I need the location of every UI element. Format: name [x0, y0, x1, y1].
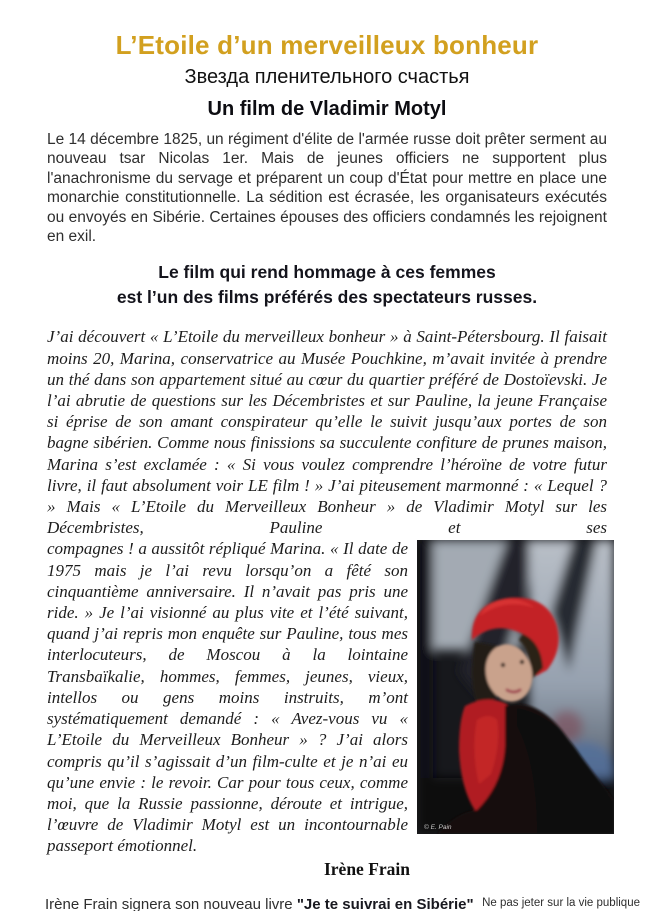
book-title: "Je te suivrai en Sibérie"	[296, 895, 474, 911]
film-title-russian: Звезда пленительного счастья	[184, 66, 470, 88]
irene-frain-photo	[417, 540, 614, 834]
author-signature: Irène Frain	[323, 858, 410, 879]
essay-part2-block	[47, 538, 607, 879]
tagline	[47, 260, 607, 310]
tagline-line1: Le film qui rend hommage à ces femmes	[158, 262, 496, 283]
photo-illustration	[417, 540, 614, 834]
essay	[47, 326, 607, 879]
photo-credit: © E. Pain	[424, 824, 452, 832]
tagline-line2: est l’un des films préférés des spectateurs russes.	[116, 287, 538, 308]
film-byline: Un film de Vladimir Motyl	[207, 98, 447, 120]
announcement-text: Irène Frain signera son nouveau livre	[45, 895, 297, 911]
essay-part2: compagnes ! a aussitôt répliqué Marina. « Il date de 1975 mais je l’ai revu lorsqu’on a fêté son cinquantième anniversaire. Il n’avait pas pris une ride. » Je l’ai visionné au plus vite et l’été suivant, quand j’ai repris mon enquête sur Pauline, tous mes interlocuteurs, de Moscou à la lointaine Transbaïkalie, hommes, femmes, jeunes, vieux, intellos ou gens moins instruits, m’ont systématiquement demandé : « Avez-vous vu « L’Etoile du Merveilleux Bonheur » ? J’ai alors compris qu’il s’agissait d’un film-culte et je n’ai eu qu’une envie : le revoir. Car pour tous ceux, comme moi, que la Russie passionne, déroute et intrigue, l’œuvre de Vladimir Motyl est un incontournable passeport émotionnel.	[47, 539, 408, 856]
footer	[45, 896, 640, 911]
film-title-french: L’Etoile d’un merveilleux bonheur	[115, 30, 539, 60]
signing-announcement	[45, 896, 474, 911]
synopsis-paragraph: Le 14 décembre 1825, un régiment d'élite de l'armée russe doit prêter serment au nouveau tsar Nicolas 1er. Mais de jeunes officiers ne supportent plus l'anachronisme du servage et préparent un coup d'État pour mettre en place une monarchie constitutionnelle. La sédition est écrasée, les organisateurs exécutés ou envoyés en Sibérie. Certaines épouses des officiers condamnés les rejoignent en exil.	[47, 131, 607, 246]
legal-notice: Ne pas jeter sur la vie publique	[482, 896, 640, 909]
essay-part1: J’ai découvert « L’Etoile du merveilleux bonheur » à Saint-Pétersbourg. Il faisait moins 20, Marina, conservatrice au Musée Pouchkine, m’avait invitée à prendre un thé dans son appartement situé au cœur du quartier préféré de Dostoïevski. Je l’ai abrutie de questions sur les Décembristes et sur Pauline, la jeune Française si éprise de son amant conspirateur qu’elle le suivit jusqu’aux portes de son bagne sibérien. Comme nous finissions sa succulente confiture de prunes maison, Marina s’est exclamée : « Si vous voulez comprendre l’héroïne de votre futur livre, il faut absolument voir LE film ! » J’ai piteusement marmonné : « Lequel ? » Mais « L’Etoile du Merveilleux Bonheur » de Vladimir Motyl sur les Décembristes, Pauline et ses	[47, 327, 607, 538]
